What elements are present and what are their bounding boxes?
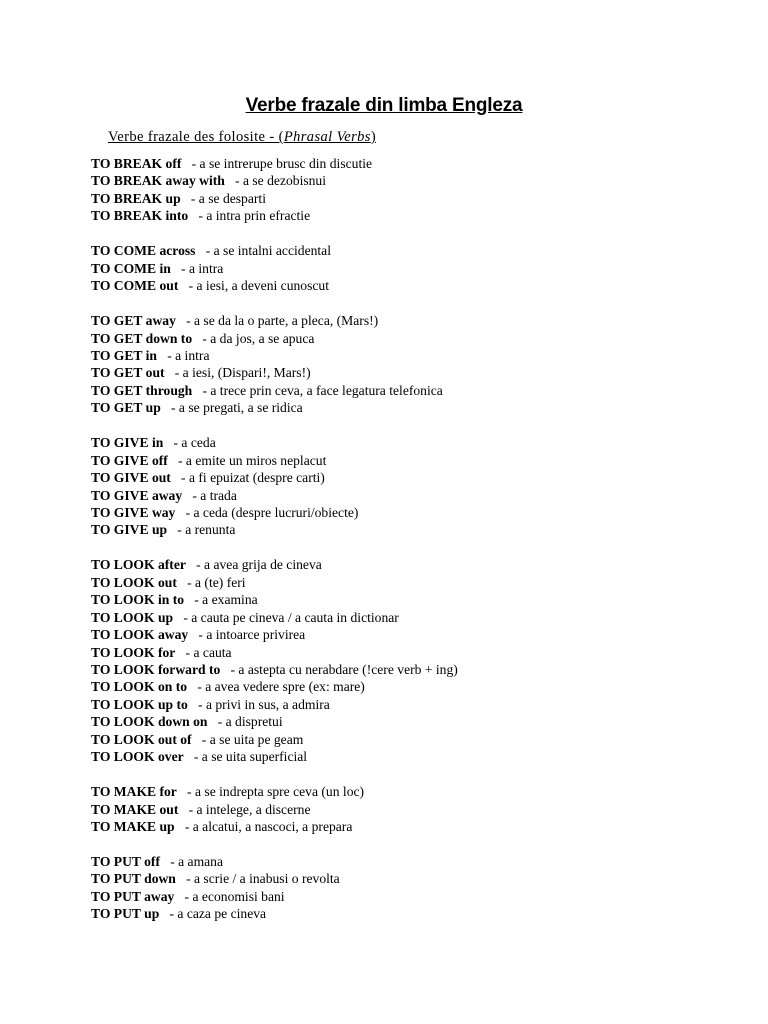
verb-group	[91, 783, 731, 835]
verb-entry	[91, 853, 731, 870]
verb-meaning: - a scrie / a inabusi o revolta	[186, 871, 340, 887]
phrasal-verb: TO GIVE way	[91, 504, 176, 520]
verb-meaning: - a cauta	[185, 644, 232, 660]
verb-entry	[91, 644, 731, 661]
verb-entry	[91, 364, 731, 381]
verb-meaning: - a intoarce privirea	[198, 627, 306, 643]
verb-entry	[91, 155, 731, 172]
verb-meaning: - a cauta pe cineva / a cauta in dictionar	[183, 609, 399, 625]
verb-meaning: - a iesi, (Dispari!, Mars!)	[174, 365, 311, 381]
entry-spacer	[225, 173, 235, 188]
phrasal-verb: TO BREAK off	[91, 156, 182, 171]
verb-meaning: - a se desparti	[190, 190, 266, 206]
verb-meaning: - a intra	[167, 347, 210, 363]
phrasal-verb: TO GIVE in	[91, 435, 164, 451]
verb-meaning: - a amana	[170, 853, 224, 869]
verb-meaning: - a se uita pe geam	[201, 731, 304, 747]
phrasal-verb: TO LOOK for	[91, 644, 176, 660]
entry-spacer	[174, 889, 184, 904]
verb-entry	[91, 870, 731, 887]
verb-meaning: - a se dezobisnui	[235, 173, 327, 189]
verb-meaning: - a intra prin efractie	[198, 208, 311, 224]
entry-spacer	[188, 697, 198, 712]
verb-meaning: - a alcatui, a nascoci, a prepara	[184, 818, 353, 834]
entry-spacer	[165, 365, 175, 380]
verb-entry	[91, 574, 731, 591]
entry-spacer	[175, 645, 185, 660]
verb-meaning: - a privi in sus, a admira	[198, 696, 330, 712]
verb-meaning: - a ceda (despre lucruri/obiecte)	[185, 504, 359, 520]
verb-meaning: - a astepta cu nerabdare (!cere verb + ing)	[230, 661, 458, 677]
verb-entry	[91, 260, 731, 277]
phrasal-verb: TO COME across	[91, 243, 196, 259]
phrasal-verb: TO LOOK after	[91, 557, 186, 573]
entry-spacer	[195, 243, 205, 258]
phrasal-verb: TO GIVE away	[91, 487, 183, 503]
entry-spacer	[187, 679, 197, 694]
phrasal-verb: TO PUT off	[91, 853, 160, 869]
verb-entry	[91, 452, 731, 469]
entry-spacer	[177, 575, 187, 590]
phrasal-verb: TO BREAK into	[91, 208, 189, 224]
phrasal-verb: TO MAKE up	[91, 818, 175, 834]
verb-entry	[91, 330, 731, 347]
entry-spacer	[184, 592, 194, 607]
verb-entry	[91, 888, 731, 905]
verb-meaning: - a se intrerupe brusc din discutie	[191, 156, 373, 171]
verb-entry	[91, 242, 731, 259]
phrasal-verb: TO BREAK away with	[91, 173, 225, 189]
verb-entry	[91, 905, 731, 922]
entry-spacer	[192, 383, 202, 398]
entry-spacer	[175, 505, 185, 520]
verb-group	[91, 312, 731, 417]
verb-meaning: - a avea vedere spre (ex: mare)	[197, 679, 365, 695]
phrasal-verb: TO BREAK up	[91, 190, 181, 206]
verb-entry	[91, 626, 731, 643]
entry-spacer	[188, 627, 198, 642]
entry-spacer	[178, 278, 188, 293]
phrasal-verb-list	[91, 155, 731, 940]
entry-spacer	[157, 348, 167, 363]
entry-spacer	[220, 662, 230, 677]
verb-entry	[91, 469, 731, 486]
verb-group	[91, 434, 731, 539]
phrasal-verb: TO COME out	[91, 278, 179, 294]
verb-meaning: - a dispretui	[217, 714, 283, 730]
verb-entry	[91, 731, 731, 748]
verb-meaning: - a iesi, a deveni cunoscut	[188, 278, 329, 294]
verb-entry	[91, 801, 731, 818]
verb-entry	[91, 347, 731, 364]
entry-spacer	[171, 261, 181, 276]
entry-spacer	[159, 906, 169, 921]
verb-entry	[91, 661, 731, 678]
entry-spacer	[188, 208, 198, 223]
entry-spacer	[192, 331, 202, 346]
entry-spacer	[192, 732, 202, 747]
verb-meaning: - a da jos, a se apuca	[202, 330, 315, 346]
verb-group	[91, 242, 731, 294]
verb-meaning: - a examina	[194, 592, 258, 608]
verb-meaning: - a trada	[192, 487, 237, 503]
phrasal-verb: TO LOOK out of	[91, 731, 192, 747]
entry-spacer	[171, 470, 181, 485]
verb-group	[91, 853, 731, 923]
verb-meaning: - a (te) feri	[187, 574, 246, 590]
verb-entry	[91, 713, 731, 730]
verb-entry	[91, 382, 731, 399]
phrasal-verb: TO LOOK over	[91, 749, 184, 765]
phrasal-verb: TO MAKE out	[91, 801, 179, 817]
verb-meaning: - a renunta	[177, 522, 236, 538]
verb-meaning: - a se indrepta spre ceva (un loc)	[187, 784, 365, 800]
subtitle-prefix: Verbe frazale des folosite - (	[108, 129, 284, 145]
verb-entry	[91, 818, 731, 835]
verb-meaning: - a se pregati, a se ridica	[170, 400, 303, 416]
entry-spacer	[181, 156, 191, 171]
phrasal-verb: TO GET up	[91, 400, 161, 416]
subtitle-italic: Phrasal Verbs	[283, 129, 371, 145]
verb-entry	[91, 190, 731, 207]
phrasal-verb: TO LOOK forward to	[91, 661, 221, 677]
verb-group	[91, 556, 731, 765]
verb-entry	[91, 399, 731, 416]
verb-entry	[91, 277, 731, 294]
entry-spacer	[167, 522, 177, 537]
verb-meaning: - a se da la o parte, a pleca, (Mars!)	[186, 313, 379, 329]
verb-entry	[91, 487, 731, 504]
verb-meaning: - a caza pe cineva	[169, 906, 267, 922]
phrasal-verb: TO GET through	[91, 382, 193, 398]
verb-meaning: - a fi epuizat (despre carti)	[181, 470, 325, 486]
verb-entry	[91, 591, 731, 608]
phrasal-verb: TO GET in	[91, 347, 157, 363]
verb-entry	[91, 504, 731, 521]
verb-entry	[91, 434, 731, 451]
phrasal-verb: TO MAKE for	[91, 784, 177, 800]
phrasal-verb: TO LOOK up to	[91, 696, 188, 712]
entry-spacer	[182, 488, 192, 503]
phrasal-verb: TO GET down to	[91, 330, 193, 346]
phrasal-verb: TO GIVE off	[91, 452, 168, 468]
phrasal-verb: TO GIVE out	[91, 470, 171, 486]
entry-spacer	[161, 400, 171, 415]
verb-meaning: - a emite un miros neplacut	[178, 452, 327, 468]
entry-spacer	[175, 819, 185, 834]
phrasal-verb: TO LOOK in to	[91, 592, 185, 608]
phrasal-verb: TO GET out	[91, 365, 165, 381]
page-title: Verbe frazale din limba Engleza	[245, 95, 523, 116]
verb-meaning: - a se intalni accidental	[205, 243, 331, 259]
verb-entry	[91, 556, 731, 573]
phrasal-verb: TO LOOK on to	[91, 679, 188, 695]
phrasal-verb: TO LOOK up	[91, 609, 174, 625]
phrasal-verb: TO COME in	[91, 260, 171, 276]
phrasal-verb: TO PUT away	[91, 888, 175, 904]
verb-entry	[91, 748, 731, 765]
entry-spacer	[186, 557, 196, 572]
entry-spacer	[184, 749, 194, 764]
entry-spacer	[176, 313, 186, 328]
entry-spacer	[207, 714, 217, 729]
verb-group	[91, 155, 731, 225]
verb-meaning: - a avea grija de cineva	[196, 557, 322, 573]
page-subtitle	[108, 129, 376, 146]
phrasal-verb: TO PUT down	[91, 871, 176, 887]
phrasal-verb: TO LOOK down on	[91, 714, 208, 730]
verb-entry	[91, 172, 731, 189]
verb-meaning: - a economisi bani	[184, 888, 285, 904]
verb-entry	[91, 521, 731, 538]
verb-meaning: - a intelege, a discerne	[188, 801, 311, 817]
verb-entry	[91, 312, 731, 329]
verb-entry	[91, 678, 731, 695]
phrasal-verb: TO LOOK away	[91, 627, 189, 643]
phrasal-verb: TO GIVE up	[91, 522, 168, 538]
phrasal-verb: TO LOOK out	[91, 574, 177, 590]
phrasal-verb: TO GET away	[91, 313, 176, 329]
verb-meaning: - a ceda	[173, 435, 216, 451]
entry-spacer	[178, 802, 188, 817]
verb-meaning: - a trece prin ceva, a face legatura telefonica	[202, 382, 443, 398]
subtitle-suffix: )	[370, 129, 377, 145]
entry-spacer	[163, 435, 173, 450]
phrasal-verb: TO PUT up	[91, 906, 160, 922]
verb-entry	[91, 783, 731, 800]
entry-spacer	[160, 854, 170, 869]
verb-meaning: - a intra	[181, 260, 224, 276]
entry-spacer	[176, 871, 186, 886]
verb-meaning: - a se uita superficial	[193, 749, 308, 765]
verb-entry	[91, 696, 731, 713]
entry-spacer	[173, 610, 183, 625]
entry-spacer	[168, 453, 178, 468]
verb-entry	[91, 609, 731, 626]
entry-spacer	[177, 784, 187, 799]
verb-entry	[91, 207, 731, 224]
entry-spacer	[181, 191, 191, 206]
